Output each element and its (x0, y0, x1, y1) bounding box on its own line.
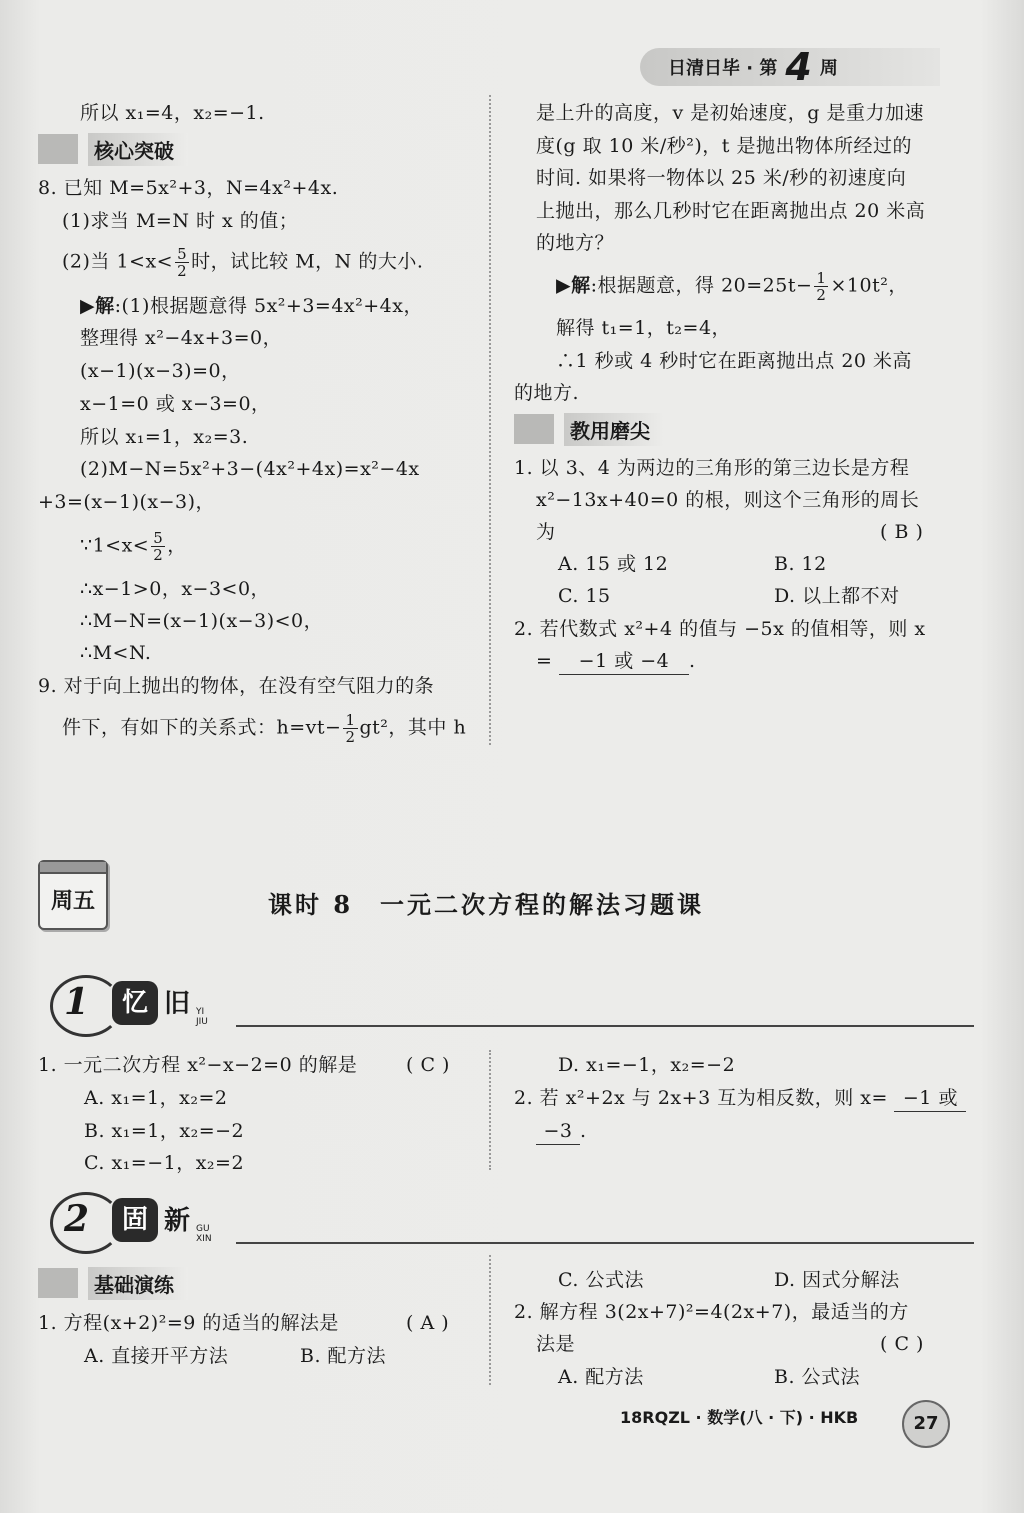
p1-stem-line2: x²−13x+40=0 的根，则这个三角形的周长 (536, 489, 920, 511)
review-q2: 2. 若 x²+2x 与 2x+3 互为相反数，则 x= −1 或 (514, 1085, 966, 1112)
p1-option-a: A. 15 或 12 (558, 553, 669, 575)
prev-answer: 所以 x₁=4，x₂=−1. (80, 102, 265, 124)
q8-stem: 8. 已知 M=5x²+3，N=4x²+4x. (38, 177, 339, 199)
section-title: 核心突破 (88, 133, 188, 166)
section-teaching (514, 412, 664, 446)
review-q1: 1. 一元二次方程 x²−x−2=0 的解是 (38, 1054, 358, 1076)
q9-stem-line2: 件下，有如下的关系式：h=vt− $\frac{1}{2}$ gt²，其中 h (62, 711, 467, 746)
step-char: 新 (164, 1206, 191, 1236)
q9-cont-line1: 是上升的高度，v 是初始速度，g 是重力加速 (536, 102, 924, 124)
step-char: 旧 (164, 989, 191, 1019)
q8-solution-line10: ∴M−N=(x−1)(x−3)<0， (80, 610, 324, 632)
q8-solution-line4: x−1=0 或 x−3=0， (80, 393, 271, 415)
fraction: $\frac{5}{2}$ (177, 245, 188, 280)
week-suffix: 周 (819, 58, 838, 79)
section-title: 教用磨尖 (564, 413, 664, 446)
basic-q2-b: B. 公式法 (774, 1366, 861, 1388)
step-char-box: 忆 (112, 981, 158, 1025)
page-number: 27 (902, 1400, 950, 1448)
step-number: 1 (64, 981, 90, 1023)
footer-code: 18RQZL · 数学(八 · 下) · HKB (620, 1408, 859, 1427)
basic-q1-d: D. 因式分解法 (774, 1269, 900, 1291)
day-label: 周五 (50, 889, 95, 914)
q8-solution-line8: ∵1<x< $\frac{5}{2}$ ， (80, 529, 187, 564)
q8-solution-line5: 所以 x₁=1，x₂=3. (80, 426, 249, 448)
calendar-icon (38, 860, 108, 930)
q9-solution-line1: ▶解:根据题意，得 20=25t− $\frac{1}{2}$ ×10t²， (556, 269, 908, 304)
rule (236, 1025, 974, 1027)
p1-option-c: C. 15 (558, 585, 611, 607)
q8-part2: (2)当 1<x< $\frac{5}{2}$ 时，试比较 M，N 的大小. (62, 245, 424, 280)
review-q1-b: B. x₁=1，x₂=−2 (84, 1120, 245, 1142)
solution-arrow-icon: ▶ (80, 295, 96, 317)
solution-arrow-icon: ▶ (556, 274, 572, 297)
p1-option-d: D. 以上都不对 (774, 585, 900, 607)
column-divider (489, 1050, 491, 1170)
q8-solution-line6: (2)M−N=5x²+3−(4x²+4x)=x²−4x (80, 458, 420, 480)
basic-q1-answer: ( A ) (406, 1312, 450, 1334)
review-q2-blank2: −3 (536, 1118, 580, 1145)
review-q2-cont: −3 . (536, 1118, 587, 1145)
q8-solution-line3: (x−1)(x−3)=0， (80, 360, 241, 382)
p1-stem-line1: 1. 以 3、4 为两边的三角形的第三边长是方程 (514, 457, 910, 479)
q8-solution-line2: 整理得 x²−4x+3=0， (80, 327, 283, 349)
basic-q2-answer: ( C ) (880, 1333, 924, 1355)
basic-q1-b: B. 配方法 (300, 1345, 387, 1367)
p1-answer: ( B ) (880, 521, 924, 543)
q8-solution-line9: ∴x−1>0，x−3<0， (80, 578, 271, 600)
q9-cont-line5: 的地方？ (536, 232, 615, 254)
basic-q2-line2: 法是 (536, 1333, 576, 1355)
basic-q1: 1. 方程(x+2)²=9 的适当的解法是 (38, 1312, 339, 1334)
week-number: 4 (785, 45, 812, 89)
week-banner (640, 45, 940, 89)
q9-cont-line2: 度(g 取 10 米/秒²)，t 是抛出物体所经过的 (536, 135, 912, 157)
p2-answer-blank: −1 或 −4 (559, 648, 689, 675)
lesson-title: 课时 8 一元二次方程的解法习题课 (268, 890, 705, 919)
step-number: 2 (64, 1198, 90, 1240)
p1-option-b: B. 12 (774, 553, 827, 575)
basic-q1-c: C. 公式法 (558, 1269, 644, 1291)
p1-stem-line3: 为 (536, 521, 556, 543)
review-q1-a: A. x₁=1，x₂=2 (84, 1087, 228, 1109)
column-divider (489, 95, 491, 745)
step-pinyin: GU XIN (196, 1224, 212, 1244)
p2-stem-line1: 2. 若代数式 x²+4 的值与 −5x 的值相等，则 x (514, 618, 926, 640)
q8-part1: (1)求当 M=N 时 x 的值； (62, 210, 299, 232)
review-q1-c: C. x₁=−1，x₂=2 (84, 1152, 245, 1174)
section-basic-practice (38, 1266, 188, 1300)
week-prefix: 日清日毕 · 第 (668, 58, 778, 79)
fraction: $\frac{1}{2}$ (345, 711, 356, 746)
column-divider (489, 1255, 491, 1385)
rule (236, 1242, 974, 1244)
basic-q2-line1: 2. 解方程 3(2x+7)²=4(2x+7)，最适当的方 (514, 1301, 909, 1323)
q8-solution-line1: ▶解:(1)根据题意得 5x²+3=4x²+4x， (80, 295, 423, 317)
step-char-box: 固 (112, 1198, 158, 1242)
q9-solution-line4: 的地方. (514, 382, 580, 404)
section-core-breakthrough (38, 132, 188, 166)
p2-stem-line2: = −1 或 −4 . (536, 648, 696, 675)
review-q2-blank1: −1 或 (894, 1085, 966, 1112)
q9-solution-line3: ∴1 秒或 4 秒时它在距离抛出点 20 米高 (556, 350, 913, 372)
basic-q2-a: A. 配方法 (558, 1366, 644, 1388)
q8-solution-line7: +3=(x−1)(x−3)， (38, 491, 216, 513)
q9-stem-line1: 9. 对于向上抛出的物体，在没有空气阻力的条 (38, 675, 435, 697)
section-title: 基础演练 (88, 1267, 188, 1300)
fraction: $\frac{5}{2}$ (153, 529, 164, 564)
basic-q1-a: A. 直接开平方法 (84, 1345, 229, 1367)
q9-cont-line3: 时间. 如果将一物体以 25 米/秒的初速度向 (536, 167, 907, 189)
q9-cont-line4: 上抛出，那么几秒时它在距离抛出点 20 米高 (536, 200, 926, 222)
q8-solution-line11: ∴M<N. (80, 642, 152, 664)
review-q1-d: D. x₁=−1，x₂=−2 (558, 1054, 736, 1076)
step-pinyin: YI JIU (196, 1007, 208, 1027)
fraction: $\frac{1}{2}$ (816, 269, 827, 304)
review-q1-answer: ( C ) (406, 1054, 450, 1076)
q9-solution-line2: 解得 t₁=1，t₂=4， (556, 317, 732, 339)
